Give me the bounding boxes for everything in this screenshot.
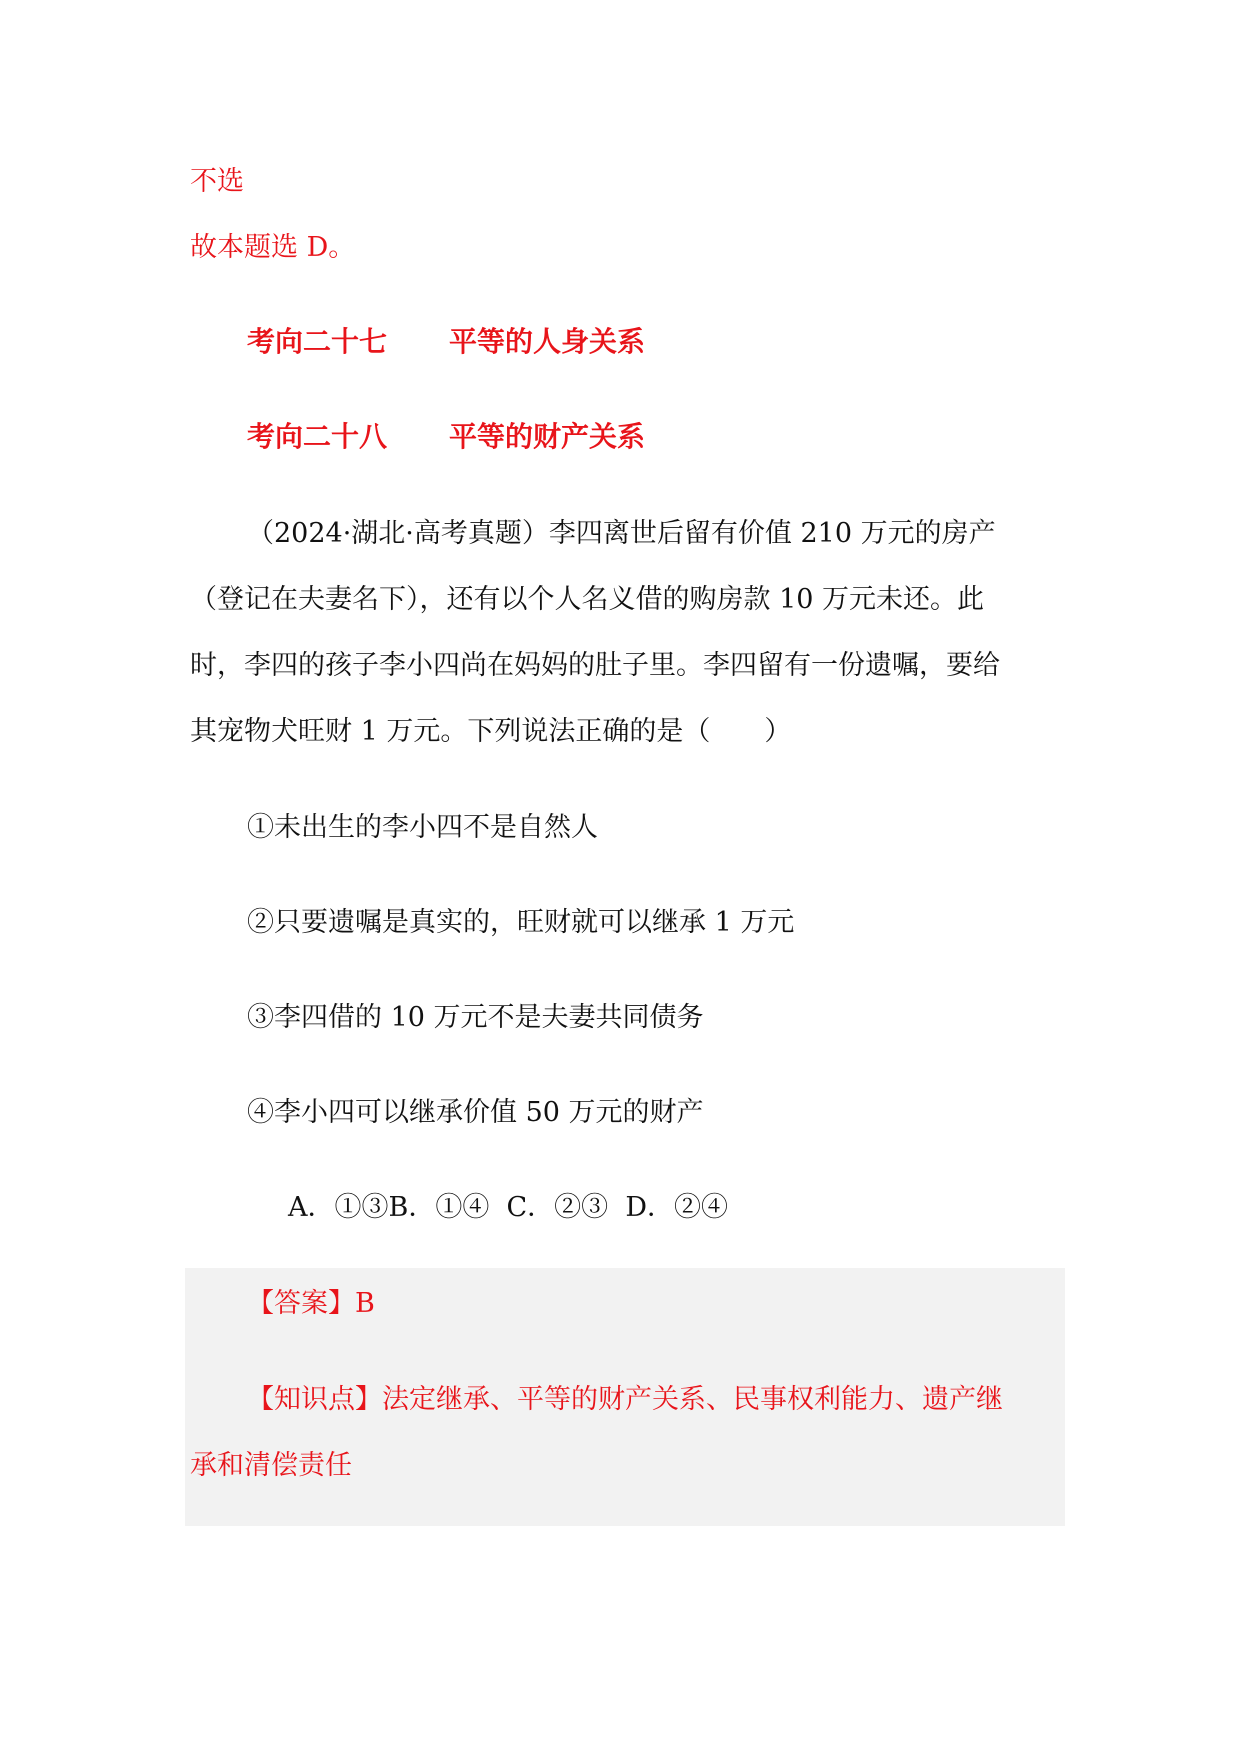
question-line-3: 时，李四的孩子李小四尚在妈妈的肚子里。李四留有一份遗嘱，要给 [190, 650, 1000, 681]
statement-4: ④李小四可以继承价值 50 万元的财产 [247, 1097, 704, 1128]
answer-line [247, 1284, 375, 1324]
statement-3: ③李四借的 10 万元不是夫妻共同债务 [247, 1002, 704, 1033]
knowledge-point-line-2: 承和清偿责任 [190, 1450, 352, 1481]
section-heading-27 [247, 322, 645, 362]
knowledge-label: 【知识点】 [247, 1384, 382, 1415]
section-heading-title: 平等的人身关系 [449, 325, 646, 358]
question-line-1: （2024·湖北·高考真题）李四离世后留有价值 210 万元的房产 [247, 518, 996, 549]
prev-answer-line-1: 不选 [190, 166, 244, 197]
answer-value: B [355, 1288, 375, 1319]
answer-options: A．①③B．①④ C．②③ D．②④ [288, 1192, 728, 1223]
section-heading-title: 平等的财产关系 [449, 420, 646, 453]
knowledge-text: 法定继承、平等的财产关系、民事权利能力、遗产继 [382, 1384, 1003, 1415]
answer-label: 【答案】 [247, 1288, 355, 1319]
section-heading-label: 考向二十八 [247, 420, 388, 453]
prev-answer-line-2: 故本题选 D。 [190, 232, 356, 263]
section-heading-label: 考向二十七 [247, 325, 388, 358]
knowledge-point-line-1 [247, 1380, 1003, 1420]
question-line-4: 其宠物犬旺财 1 万元。下列说法正确的是（ ） [190, 716, 792, 747]
section-heading-28 [247, 417, 645, 457]
statement-2: ②只要遗嘱是真实的，旺财就可以继承 1 万元 [247, 907, 795, 938]
statement-1: ①未出生的李小四不是自然人 [247, 812, 598, 843]
question-line-2: （登记在夫妻名下），还有以个人名义借的购房款 10 万元未还。此 [190, 584, 985, 615]
